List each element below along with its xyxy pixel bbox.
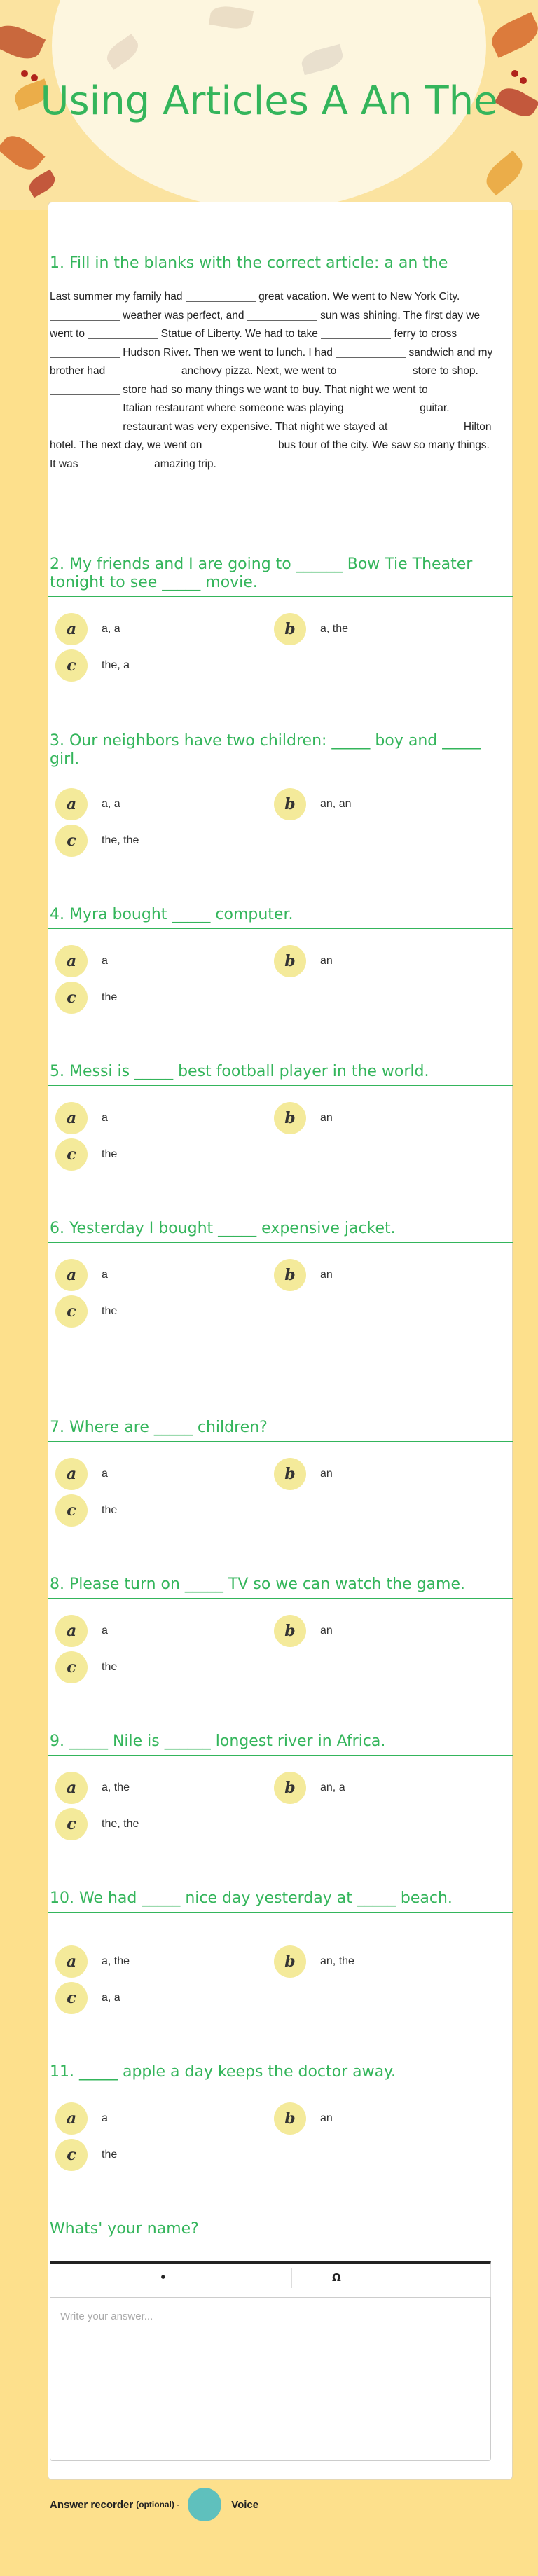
option-letter-badge: c <box>55 1494 88 1527</box>
option-label: the <box>102 991 118 1003</box>
page-title: Using Articles A An The <box>40 78 498 124</box>
option-a[interactable] <box>55 2102 108 2135</box>
option-label: a, the <box>102 1955 130 1967</box>
question-3-title: 3. Our neighbors have two children: _____ boy and _____ girl. <box>48 732 513 773</box>
berry-decoration <box>511 70 518 77</box>
blank-input[interactable] <box>186 291 256 302</box>
recorder-optional-label: (optional) - <box>136 2500 180 2509</box>
leaf-decoration <box>26 170 59 198</box>
option-letter-badge: b <box>274 1259 306 1291</box>
option-label: an <box>320 1625 333 1637</box>
bullet-list-button[interactable]: • <box>160 2271 167 2284</box>
option-c[interactable] <box>55 825 139 857</box>
option-label: the <box>102 1504 118 1516</box>
option-label: an <box>320 1112 333 1124</box>
option-letter-badge: b <box>274 1458 306 1490</box>
blank-input[interactable] <box>50 310 120 321</box>
option-label: an <box>320 1269 333 1281</box>
option-b[interactable] <box>274 1945 354 1978</box>
option-letter-badge: a <box>55 788 88 820</box>
option-b[interactable] <box>274 2102 333 2135</box>
option-letter-badge: b <box>274 613 306 645</box>
option-label: a <box>102 1625 108 1637</box>
option-letter-badge: b <box>274 1615 306 1647</box>
option-label: a <box>102 1269 108 1281</box>
blank-input[interactable] <box>50 347 120 358</box>
question-8-title: 8. Please turn on _____ TV so we can watch the game. <box>48 1576 513 1599</box>
option-c[interactable] <box>55 1295 117 1328</box>
name-question-title: Whats' your name? <box>48 2220 513 2243</box>
recorder-label: Answer recorder <box>50 2498 134 2511</box>
option-b[interactable] <box>274 1772 345 1804</box>
option-letter-badge: a <box>55 1945 88 1978</box>
passage-text: store had so many things we want to buy. That night we went to <box>120 383 428 396</box>
passage-text: store to shop. <box>409 365 478 377</box>
option-c[interactable] <box>55 1982 120 2014</box>
option-letter-badge: c <box>55 649 88 682</box>
option-a[interactable] <box>55 788 120 820</box>
answer-recorder <box>50 2488 258 2521</box>
option-letter-badge: c <box>55 1808 88 1840</box>
option-c[interactable] <box>55 982 117 1014</box>
question-6-title: 6. Yesterday I bought _____ expensive jacket. <box>48 1220 513 1243</box>
option-a[interactable] <box>55 1945 130 1978</box>
passage-text: amazing trip. <box>151 457 216 470</box>
option-letter-badge: b <box>274 788 306 820</box>
blank-input[interactable] <box>88 328 158 339</box>
question-11-title: 11. _____ apple a day keeps the doctor away. <box>48 2063 513 2086</box>
blank-input[interactable] <box>347 402 417 413</box>
option-b[interactable] <box>274 1259 333 1291</box>
option-b[interactable] <box>274 1615 333 1647</box>
option-letter-badge: b <box>274 945 306 977</box>
passage-text: weather was perfect, and <box>120 309 244 322</box>
option-label: a, a <box>102 623 120 635</box>
leaf-decoration <box>0 19 46 65</box>
option-letter-badge: a <box>55 1102 88 1134</box>
option-letter-badge: a <box>55 613 88 645</box>
option-a[interactable] <box>55 1102 108 1134</box>
option-label: an, an <box>320 798 352 810</box>
option-label: the <box>102 1661 118 1673</box>
option-label: an, the <box>320 1955 354 1967</box>
blank-input[interactable] <box>321 328 391 339</box>
option-label: a, a <box>102 798 120 810</box>
option-a[interactable] <box>55 945 108 977</box>
option-label: the, a <box>102 659 130 671</box>
option-label: the <box>102 2149 118 2161</box>
blank-input[interactable] <box>50 384 120 395</box>
option-letter-badge: c <box>55 825 88 857</box>
option-c[interactable] <box>55 2139 117 2171</box>
question-2-title: 2. My friends and I are going to ______ Bow Tie Theater tonight to see _____ movie. <box>48 556 513 597</box>
blank-input[interactable] <box>81 458 151 469</box>
option-label: a <box>102 1112 108 1124</box>
option-label: a <box>102 955 108 967</box>
question-9-title: 9. _____ Nile is ______ longest river in Africa. <box>48 1733 513 1756</box>
option-letter-badge: a <box>55 945 88 977</box>
blank-input[interactable] <box>340 365 410 376</box>
option-label: a <box>102 2112 108 2124</box>
option-label: an, a <box>320 1782 345 1793</box>
passage-text: restaurant was very expensive. That night we stayed at <box>120 420 388 433</box>
option-letter-badge: a <box>55 1259 88 1291</box>
option-letter-badge: a <box>55 1615 88 1647</box>
blank-input[interactable] <box>205 439 275 450</box>
option-letter-badge: b <box>274 1772 306 1804</box>
blank-input[interactable] <box>109 365 179 376</box>
option-a[interactable] <box>55 1615 108 1647</box>
option-label: an <box>320 2112 333 2124</box>
option-label: the <box>102 1305 118 1317</box>
question-4-title: 4. Myra bought _____ computer. <box>48 906 513 929</box>
option-label: a, a <box>102 1992 120 2004</box>
option-b[interactable] <box>274 945 333 977</box>
passage-text: great vacation. We went to New York City. <box>255 291 460 303</box>
passage-text: Italian restaurant where someone was playing <box>120 402 344 414</box>
name-answer-input[interactable]: Write your answer... <box>50 2297 491 2461</box>
voice-record-button[interactable] <box>188 2488 221 2521</box>
option-label: a, the <box>320 623 349 635</box>
option-b[interactable] <box>274 1458 333 1490</box>
option-letter-badge: b <box>274 1102 306 1134</box>
option-b[interactable] <box>274 1102 333 1134</box>
blank-input[interactable] <box>50 421 120 432</box>
passage-text: Last summer my family had <box>50 291 183 303</box>
question-10-title: 10. We had _____ nice day yesterday at _____ beach. <box>48 1889 513 1913</box>
passage-text: sun was shining. The first day we went to <box>50 309 481 340</box>
option-a[interactable] <box>55 1772 130 1804</box>
blank-input[interactable] <box>336 347 406 358</box>
question-5-title: 5. Messi is _____ best football player in the world. <box>48 1063 513 1086</box>
option-letter-badge: c <box>55 1651 88 1683</box>
worksheet-card <box>48 202 513 2511</box>
toolbar-divider <box>291 2268 292 2288</box>
passage-text: Hudson River. Then we went to lunch. I had <box>120 346 333 359</box>
option-letter-badge: a <box>55 1772 88 1804</box>
option-b[interactable] <box>274 613 348 645</box>
option-c[interactable] <box>55 1651 117 1683</box>
blank-input[interactable] <box>391 421 461 432</box>
question-1-title: 1. Fill in the blanks with the correct article: a an the <box>48 254 513 277</box>
option-letter-badge: b <box>274 2102 306 2135</box>
passage-text: Statue of Liberty. We had to take <box>158 328 318 340</box>
passage-text: anchovy pizza. Next, we went to <box>178 365 337 377</box>
special-character-button[interactable]: Ω <box>332 2271 341 2284</box>
option-label: a, the <box>102 1782 130 1793</box>
question-7-title: 7. Where are _____ children? <box>48 1419 513 1442</box>
option-letter-badge: c <box>55 1138 88 1171</box>
voice-label: Voice <box>231 2498 259 2511</box>
passage-text: Hilton hotel. The next day, we went on <box>50 420 492 451</box>
option-a[interactable] <box>55 1458 108 1490</box>
option-letter-badge: a <box>55 2102 88 2135</box>
option-a[interactable] <box>55 1259 108 1291</box>
editor-toolbar <box>50 2261 491 2297</box>
passage-text: guitar. <box>416 402 450 414</box>
leaf-decoration <box>481 151 528 196</box>
option-b[interactable] <box>274 788 351 820</box>
option-label: the, the <box>102 834 139 846</box>
passage-text: sandwich and my brother had <box>50 346 493 377</box>
option-letter-badge: c <box>55 982 88 1014</box>
option-letter-badge: a <box>55 1458 88 1490</box>
leaf-decoration <box>0 130 46 176</box>
option-a[interactable] <box>55 613 120 645</box>
option-label: an <box>320 955 333 967</box>
option-c[interactable] <box>55 1138 117 1171</box>
option-letter-badge: b <box>274 1945 306 1978</box>
option-letter-badge: c <box>55 2139 88 2171</box>
option-c[interactable] <box>55 649 130 682</box>
option-c[interactable] <box>55 1494 117 1527</box>
blank-input[interactable] <box>247 310 317 321</box>
option-c[interactable] <box>55 1808 139 1840</box>
option-label: the, the <box>102 1818 139 1830</box>
option-letter-badge: c <box>55 1295 88 1328</box>
passage-text: ferry to cross <box>391 328 457 340</box>
option-label: the <box>102 1148 118 1160</box>
option-letter-badge: c <box>55 1982 88 2014</box>
passage-text: bus tour of the city. We saw so many things. It was <box>50 439 490 470</box>
fill-in-passage <box>50 288 498 474</box>
leaf-decoration <box>487 12 538 58</box>
berry-decoration <box>21 70 28 77</box>
option-label: an <box>320 1468 333 1480</box>
option-label: a <box>102 1468 108 1480</box>
blank-input[interactable] <box>50 402 120 413</box>
